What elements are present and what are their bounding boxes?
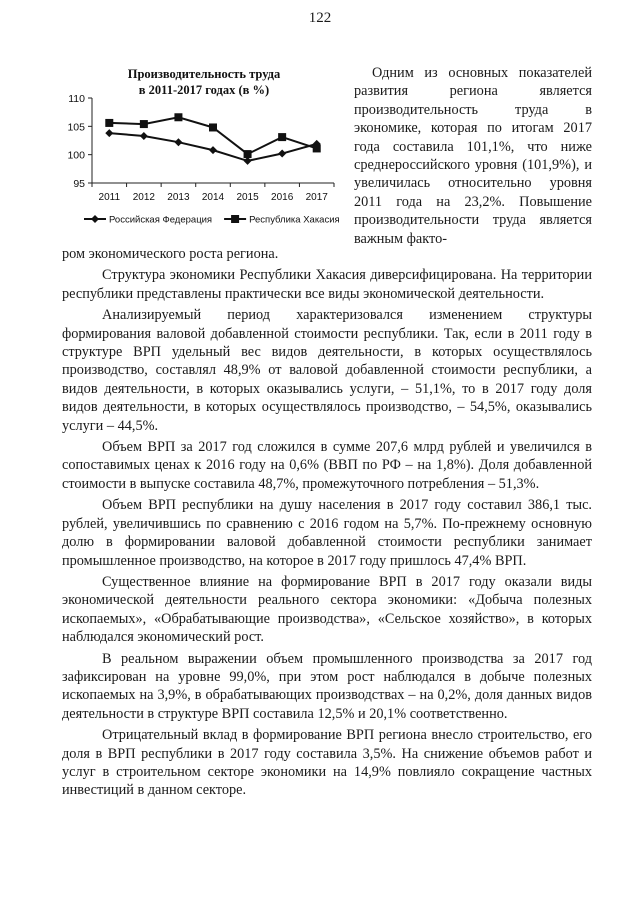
data-point-khakassia xyxy=(140,120,148,128)
intro-column xyxy=(354,64,592,248)
chart-title-line2: в 2011-2017 годах (в %) xyxy=(138,83,270,97)
paragraph-grp-volume: Объем ВРП за 2017 год сложился в сумме 207,6 млрд рублей и увеличился в сопоставимых ценах к 2016 году на 0,6% (ВВП по РФ – на 1,8%). Доля добавленной стоимости в выпуске составила 48,7%, промежуточного потребления – 51,3%. xyxy=(62,439,592,492)
x-tick-label: 2013 xyxy=(167,192,190,203)
paragraph-industrial-production: В реальном выражении объем промышленного производства за 2017 год зафиксирован на уровне 99,0%, при этом рост наблюдался в добыче полезных ископаемых на 3,9%, в обрабатывающих производствах – на 0,2%, доля данных видов деятельности в структуре ВРП составила 12,5% и 20,1% соответственно. xyxy=(62,650,592,722)
y-tick-label: 110 xyxy=(68,93,85,105)
data-point-khakassia xyxy=(105,119,113,127)
intro-paragraph: Одним из основных показателей развития региона является производительность труда в экономике, которая по итогам 2017 года составила 101,1%, что ниже среднероссийского уровня (101,9%), и увеличилась относительно уровня 2011 года на 23,2%. Повышение производительности труда является важным факто- xyxy=(354,65,592,247)
data-point-rf xyxy=(105,129,113,137)
legend-marker-khakassia xyxy=(231,215,239,223)
data-point-khakassia xyxy=(244,150,252,158)
y-tick-label: 100 xyxy=(67,149,85,162)
page-number: 122 xyxy=(308,10,332,26)
data-point-rf xyxy=(278,150,286,158)
paragraph-grp-per-capita: Объем ВРП республики на душу населения в 2017 году составил 386,1 тыс. рублей, увеличившись по сравнению с 2016 годом на 5,7%. По-прежнему основную долю в формировании валовой добавленной стоимости республики занимает промышленное производство, на которое в 2017 году пришлось 47,4% ВРП. xyxy=(62,497,592,569)
x-tick-label: 2012 xyxy=(132,192,155,203)
intro-continuation: ром экономического роста региона. xyxy=(62,246,279,262)
y-tick-label: 105 xyxy=(67,121,85,134)
chart-plot-area xyxy=(67,93,334,203)
data-point-khakassia xyxy=(313,144,321,152)
legend-marker-rf xyxy=(91,215,99,223)
data-point-rf xyxy=(174,138,182,146)
y-tick-label: 95 xyxy=(73,178,85,190)
productivity-chart xyxy=(54,58,350,243)
x-tick-label: 2011 xyxy=(98,192,121,203)
x-tick-label: 2017 xyxy=(305,192,328,203)
paragraph-gva-structure: Анализируемый период характеризовался изменением структуры формирования валовой добавленной стоимости республики. Так, если в 2011 году в структуре ВРП удельный вес видов деятельности, в которых осуществлялось производство, составлял 48,9% от валовой добавленной стоимости республики, а видов деятельности, в которых оказывались услуги, – 51,1%, то в 2017 году доля видов деятельности, в которых осуществлялось производство, – 54,5%, оказывались услуги – 44,5%. xyxy=(62,307,592,434)
data-point-khakassia xyxy=(174,113,182,121)
paragraph-economy-structure: Структура экономики Республики Хакасия диверсифицирована. На территории республики представлены практически все виды экономической деятельности. xyxy=(62,267,592,302)
chart-title-line1: Производительность труда xyxy=(127,67,281,81)
chart-svg xyxy=(54,58,350,243)
data-point-khakassia xyxy=(278,133,286,141)
paragraph-construction: Отрицательный вклад в формирование ВРП региона внесло строительство, его доля в ВРП республики в 2017 году составила 3,5%. На снижение объемов работ и услуг в строительном секторе экономики на 14,9% повлияло сокращение частных инвестиций в данном секторе. xyxy=(62,727,592,799)
chart-legend xyxy=(84,215,340,226)
paragraph-real-sector: Существенное влияние на формирование ВРП в 2017 году оказали виды экономической деятельности реального сектора экономики: «Добыча полезных ископаемых», «Обрабатывающие производства», «Сельское хозяйство», в которых наблюдался экономический рост. xyxy=(62,573,592,646)
x-tick-label: 2016 xyxy=(271,192,294,203)
main-text xyxy=(62,245,592,803)
x-tick-label: 2014 xyxy=(201,192,225,203)
data-point-khakassia xyxy=(209,123,217,131)
x-tick-label: 2015 xyxy=(236,192,259,203)
data-point-rf xyxy=(209,146,217,154)
legend-label-khakassia: Республика Хакасия xyxy=(249,214,340,226)
legend-label-rf: Российская Федерация xyxy=(109,214,213,226)
data-point-rf xyxy=(140,132,148,140)
